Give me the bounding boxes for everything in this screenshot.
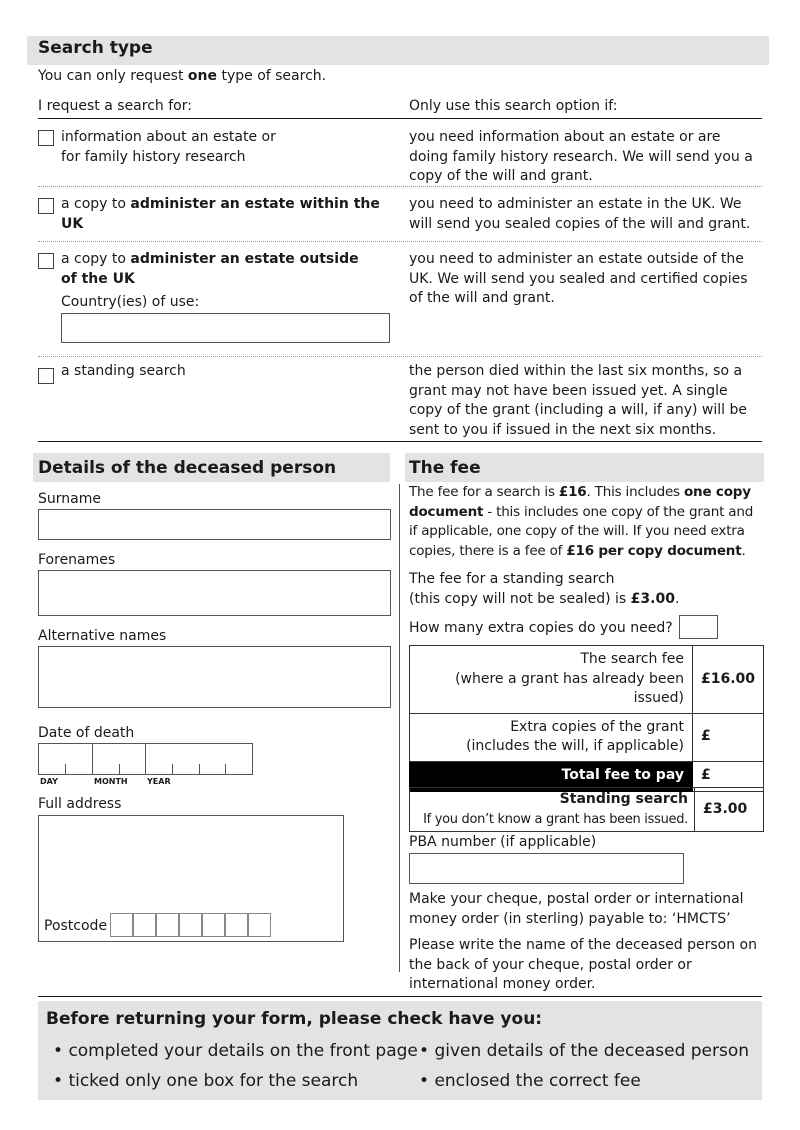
divider [38,441,762,442]
checklist-item: • completed your details on the front page [53,1041,418,1061]
day-label: DAY [40,777,58,786]
search-type-intro: You can only request one type of search. [38,68,327,84]
checklist-item: • enclosed the correct fee [419,1071,641,1091]
divider [38,996,762,997]
option-administer-uk-label: a copy to administer an estate within the UK [61,196,380,232]
column-header-request: I request a search for: [38,98,192,114]
checkbox-standing-search[interactable] [38,368,54,384]
surname-input[interactable] [38,509,391,540]
checkbox-administer-uk[interactable] [38,198,54,214]
alternative-names-input[interactable] [38,646,391,708]
search-fee-label: The search fee [580,651,684,667]
search-fee-amount: £16.00 [692,646,763,714]
write-name-text: Please write the name of the deceased person on the back of your cheque, postal order or international money order. [409,937,757,992]
cheque-payable-text: Make your cheque, postal order or international money order (in sterling) payable to: ‘HMCTS’ [409,891,744,927]
column-separator [399,484,400,972]
column-header-only-use: Only use this search option if: [409,98,618,114]
search-type-title: Search type [38,38,153,58]
standing-search-table [409,787,764,832]
standing-search-amount: £3.00 [695,788,764,832]
extra-copies-amount[interactable]: £ [692,713,763,761]
option-administer-outside-desc: you need to administer an estate outside of the UK. We will send you sealed and certified copies of the will and grant. [409,251,748,306]
alternative-names-label: Alternative names [38,628,167,644]
divider [38,356,762,357]
country-of-use-label: Country(ies) of use: [61,294,200,310]
standing-fee-text: The fee for a standing search (this copy will not be sealed) is £3.00. [409,571,680,607]
month-label: MONTH [94,777,128,786]
year-label: YEAR [147,777,171,786]
full-address-label: Full address [38,796,122,812]
extra-copies-label: Extra copies of the grant [510,718,684,735]
checkbox-information-estate[interactable] [38,130,54,146]
standing-search-sub: If you don’t know a grant has been issued. [423,811,688,827]
divider [38,118,762,119]
pba-label: PBA number (if applicable) [409,834,597,850]
standing-search-label: Standing search [559,791,688,807]
forenames-input[interactable] [38,570,391,616]
divider [38,186,762,187]
date-of-death-input[interactable] [38,743,253,775]
extra-copies-input[interactable] [679,615,718,639]
checklist-item: • given details of the deceased person [419,1041,750,1061]
search-fee-sub: (where a grant has already been issued) [455,670,684,706]
country-of-use-input[interactable] [61,313,390,343]
option-standing-label: a standing search [61,363,186,379]
option-administer-uk-desc: you need to administer an estate in the UK. We will send you sealed copies of the will and grant. [409,196,751,232]
pba-input[interactable] [409,853,684,884]
postcode-input[interactable] [110,913,271,937]
checklist-item: • ticked only one box for the search [53,1071,359,1091]
total-fee-label: Total fee to pay [410,761,693,791]
deceased-title: Details of the deceased person [38,458,337,478]
surname-label: Surname [38,491,101,507]
fee-title: The fee [409,458,481,478]
checkbox-administer-outside-uk[interactable] [38,253,54,269]
extra-copies-sub: (includes the will, if applicable) [466,738,684,754]
postcode-label: Postcode [44,918,108,934]
fee-intro: The fee for a search is £16. This includes one copy document - this includes one copy of the grant and if applicable, one copy of the will. If you need extra copies, there is a fee of £16 per copy document. [409,484,754,559]
total-fee-amount[interactable]: £ [692,761,763,791]
fee-table [409,645,764,792]
forenames-label: Forenames [38,552,116,568]
option-information-label: information about an estate or for family history research [61,129,276,165]
date-of-death-label: Date of death [38,725,135,741]
option-standing-desc: the person died within the last six months, so a grant may not have been issued yet. A single copy of the grant (including a will, if any) will be sent to you if issued in the next six months. [409,363,747,438]
option-administer-outside-label: a copy to administer an estate outside of the UK [61,251,359,287]
divider [38,241,762,242]
checklist-title: Before returning your form, please check have you: [46,1009,543,1029]
option-information-desc: you need information about an estate or are doing family history research. We will send you a copy of the will and grant. [409,129,753,184]
extra-copies-question: How many extra copies do you need? [409,620,673,636]
